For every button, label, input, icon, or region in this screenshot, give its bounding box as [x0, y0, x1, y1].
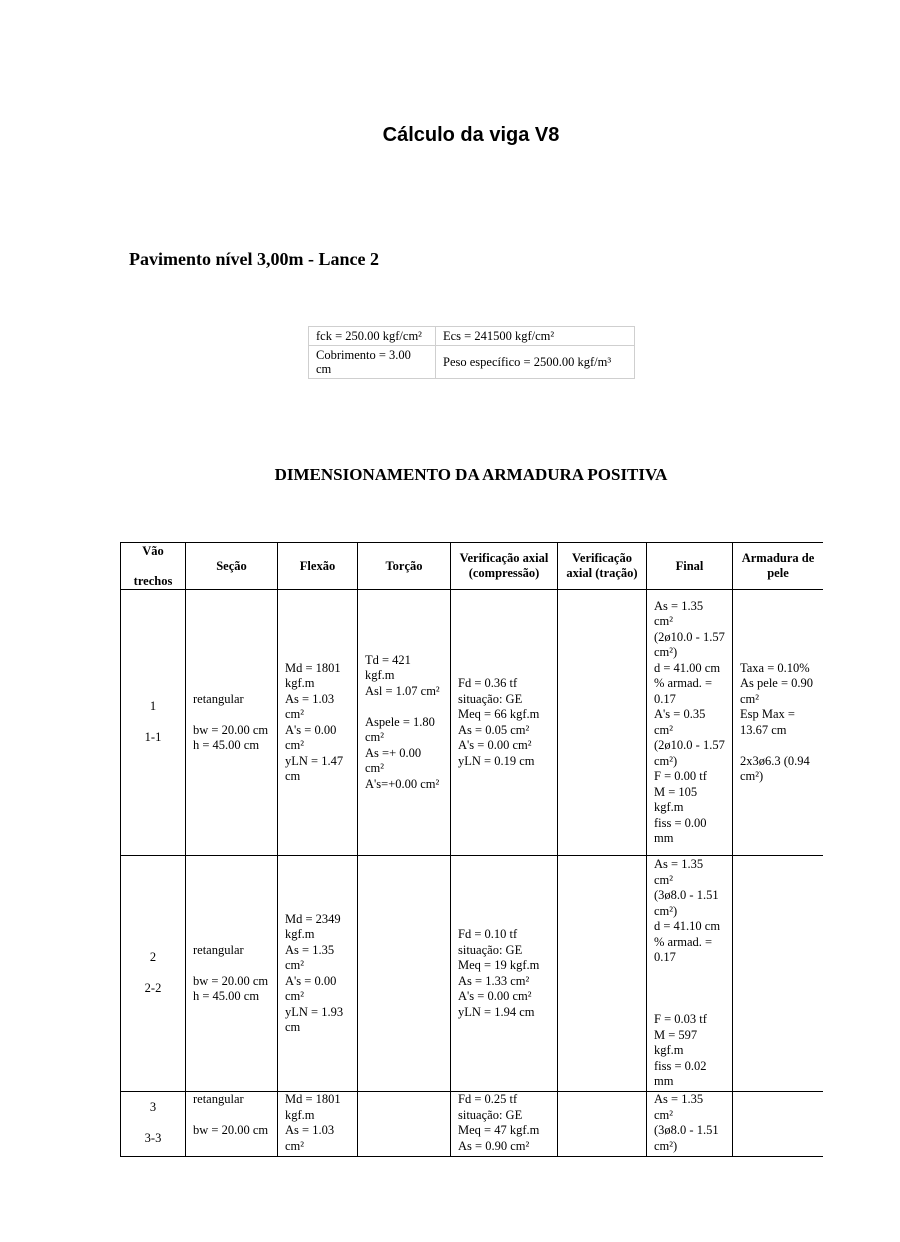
cell-flexao: Md = 1801 kgf.m As = 1.03 cm²	[278, 1092, 358, 1158]
header-torcao: Torção	[358, 543, 451, 590]
cell-torcao: Td = 421 kgf.m Asl = 1.07 cm² Aspele = 1.80 cm² As =+ 0.00 cm² A's=+0.00 cm²	[358, 590, 451, 856]
cobrimento-cell: Cobrimento = 3.00 cm	[309, 346, 436, 379]
cell-vao: 2 2-2	[121, 856, 186, 1092]
header-flexao: Flexão	[278, 543, 358, 590]
cell-final: As = 1.35 cm² (3ø8.0 - 1.51 cm²) d = 41.10 cm % armad. = 0.17 F = 0.03 tf M = 597 kgf.m fiss = 0.02 mm	[647, 856, 733, 1092]
cell-flexao: Md = 2349 kgf.m As = 1.35 cm² A's = 0.00 cm² yLN = 1.93 cm	[278, 856, 358, 1092]
cell-armadura-pele	[733, 856, 824, 1092]
cell-verificacao-compressao: Fd = 0.36 tf situação: GE Meq = 66 kgf.m As = 0.05 cm² A's = 0.00 cm² yLN = 0.19 cm	[451, 590, 558, 856]
material-params-table	[308, 326, 635, 379]
cell-verificacao-tracao	[558, 1092, 647, 1158]
table-row	[121, 1092, 824, 1158]
table-header-row	[121, 543, 824, 590]
header-secao: Seção	[186, 543, 278, 590]
cell-verificacao-tracao	[558, 590, 647, 856]
cell-torcao	[358, 856, 451, 1092]
cell-torcao	[358, 1092, 451, 1158]
fck-cell: fck = 250.00 kgf/cm²	[309, 327, 436, 346]
cell-final: As = 1.35 cm² (2ø10.0 - 1.57 cm²) d = 41.00 cm % armad. = 0.17 A's = 0.35 cm² (2ø10.0 - 1.57 cm²) F = 0.00 tf M = 105 kgf.m fiss = 0.00 mm	[647, 590, 733, 856]
header-final: Final	[647, 543, 733, 590]
params-row	[309, 327, 635, 346]
positive-reinforcement-table	[120, 542, 823, 1157]
floor-subtitle: Pavimento nível 3,00m - Lance 2	[129, 249, 379, 269]
cell-armadura-pele: Taxa = 0.10% As pele = 0.90 cm² Esp Max = 13.67 cm 2x3ø6.3 (0.94 cm²)	[733, 590, 824, 856]
ecs-cell: Ecs = 241500 kgf/cm²	[436, 327, 635, 346]
table-row	[121, 590, 824, 856]
params-row	[309, 346, 635, 379]
cell-verificacao-compressao: Fd = 0.10 tf situação: GE Meq = 19 kgf.m As = 1.33 cm² A's = 0.00 cm² yLN = 1.94 cm	[451, 856, 558, 1092]
header-verificacao-tracao: Verificação axial (tração)	[558, 543, 647, 590]
peso-cell: Peso específico = 2500.00 kgf/m³	[436, 346, 635, 379]
section-title: DIMENSIONAMENTO DA ARMADURA POSITIVA	[274, 465, 668, 484]
header-vao: Vão trechos	[121, 543, 186, 590]
cell-verificacao-tracao	[558, 856, 647, 1092]
header-armadura-pele: Armadura de pele	[733, 543, 824, 590]
cell-secao: retangular bw = 20.00 cm	[186, 1092, 278, 1158]
cell-secao: retangular bw = 20.00 cm h = 45.00 cm	[186, 590, 278, 856]
cell-final: As = 1.35 cm² (3ø8.0 - 1.51 cm²)	[647, 1092, 733, 1158]
cell-armadura-pele	[733, 1092, 824, 1158]
header-verificacao-compressao: Verificação axial (compressão)	[451, 543, 558, 590]
table-row	[121, 856, 824, 1092]
cell-vao: 3 3-3	[121, 1092, 186, 1158]
cell-vao: 1 1-1	[121, 590, 186, 856]
positive-reinforcement-table-wrapper	[120, 542, 823, 1157]
cell-flexao: Md = 1801 kgf.m As = 1.03 cm² A's = 0.00 cm² yLN = 1.47 cm	[278, 590, 358, 856]
page-title: Cálculo da viga V8	[382, 124, 560, 146]
cell-verificacao-compressao: Fd = 0.25 tf situação: GE Meq = 47 kgf.m As = 0.90 cm²	[451, 1092, 558, 1158]
cell-secao: retangular bw = 20.00 cm h = 45.00 cm	[186, 856, 278, 1092]
